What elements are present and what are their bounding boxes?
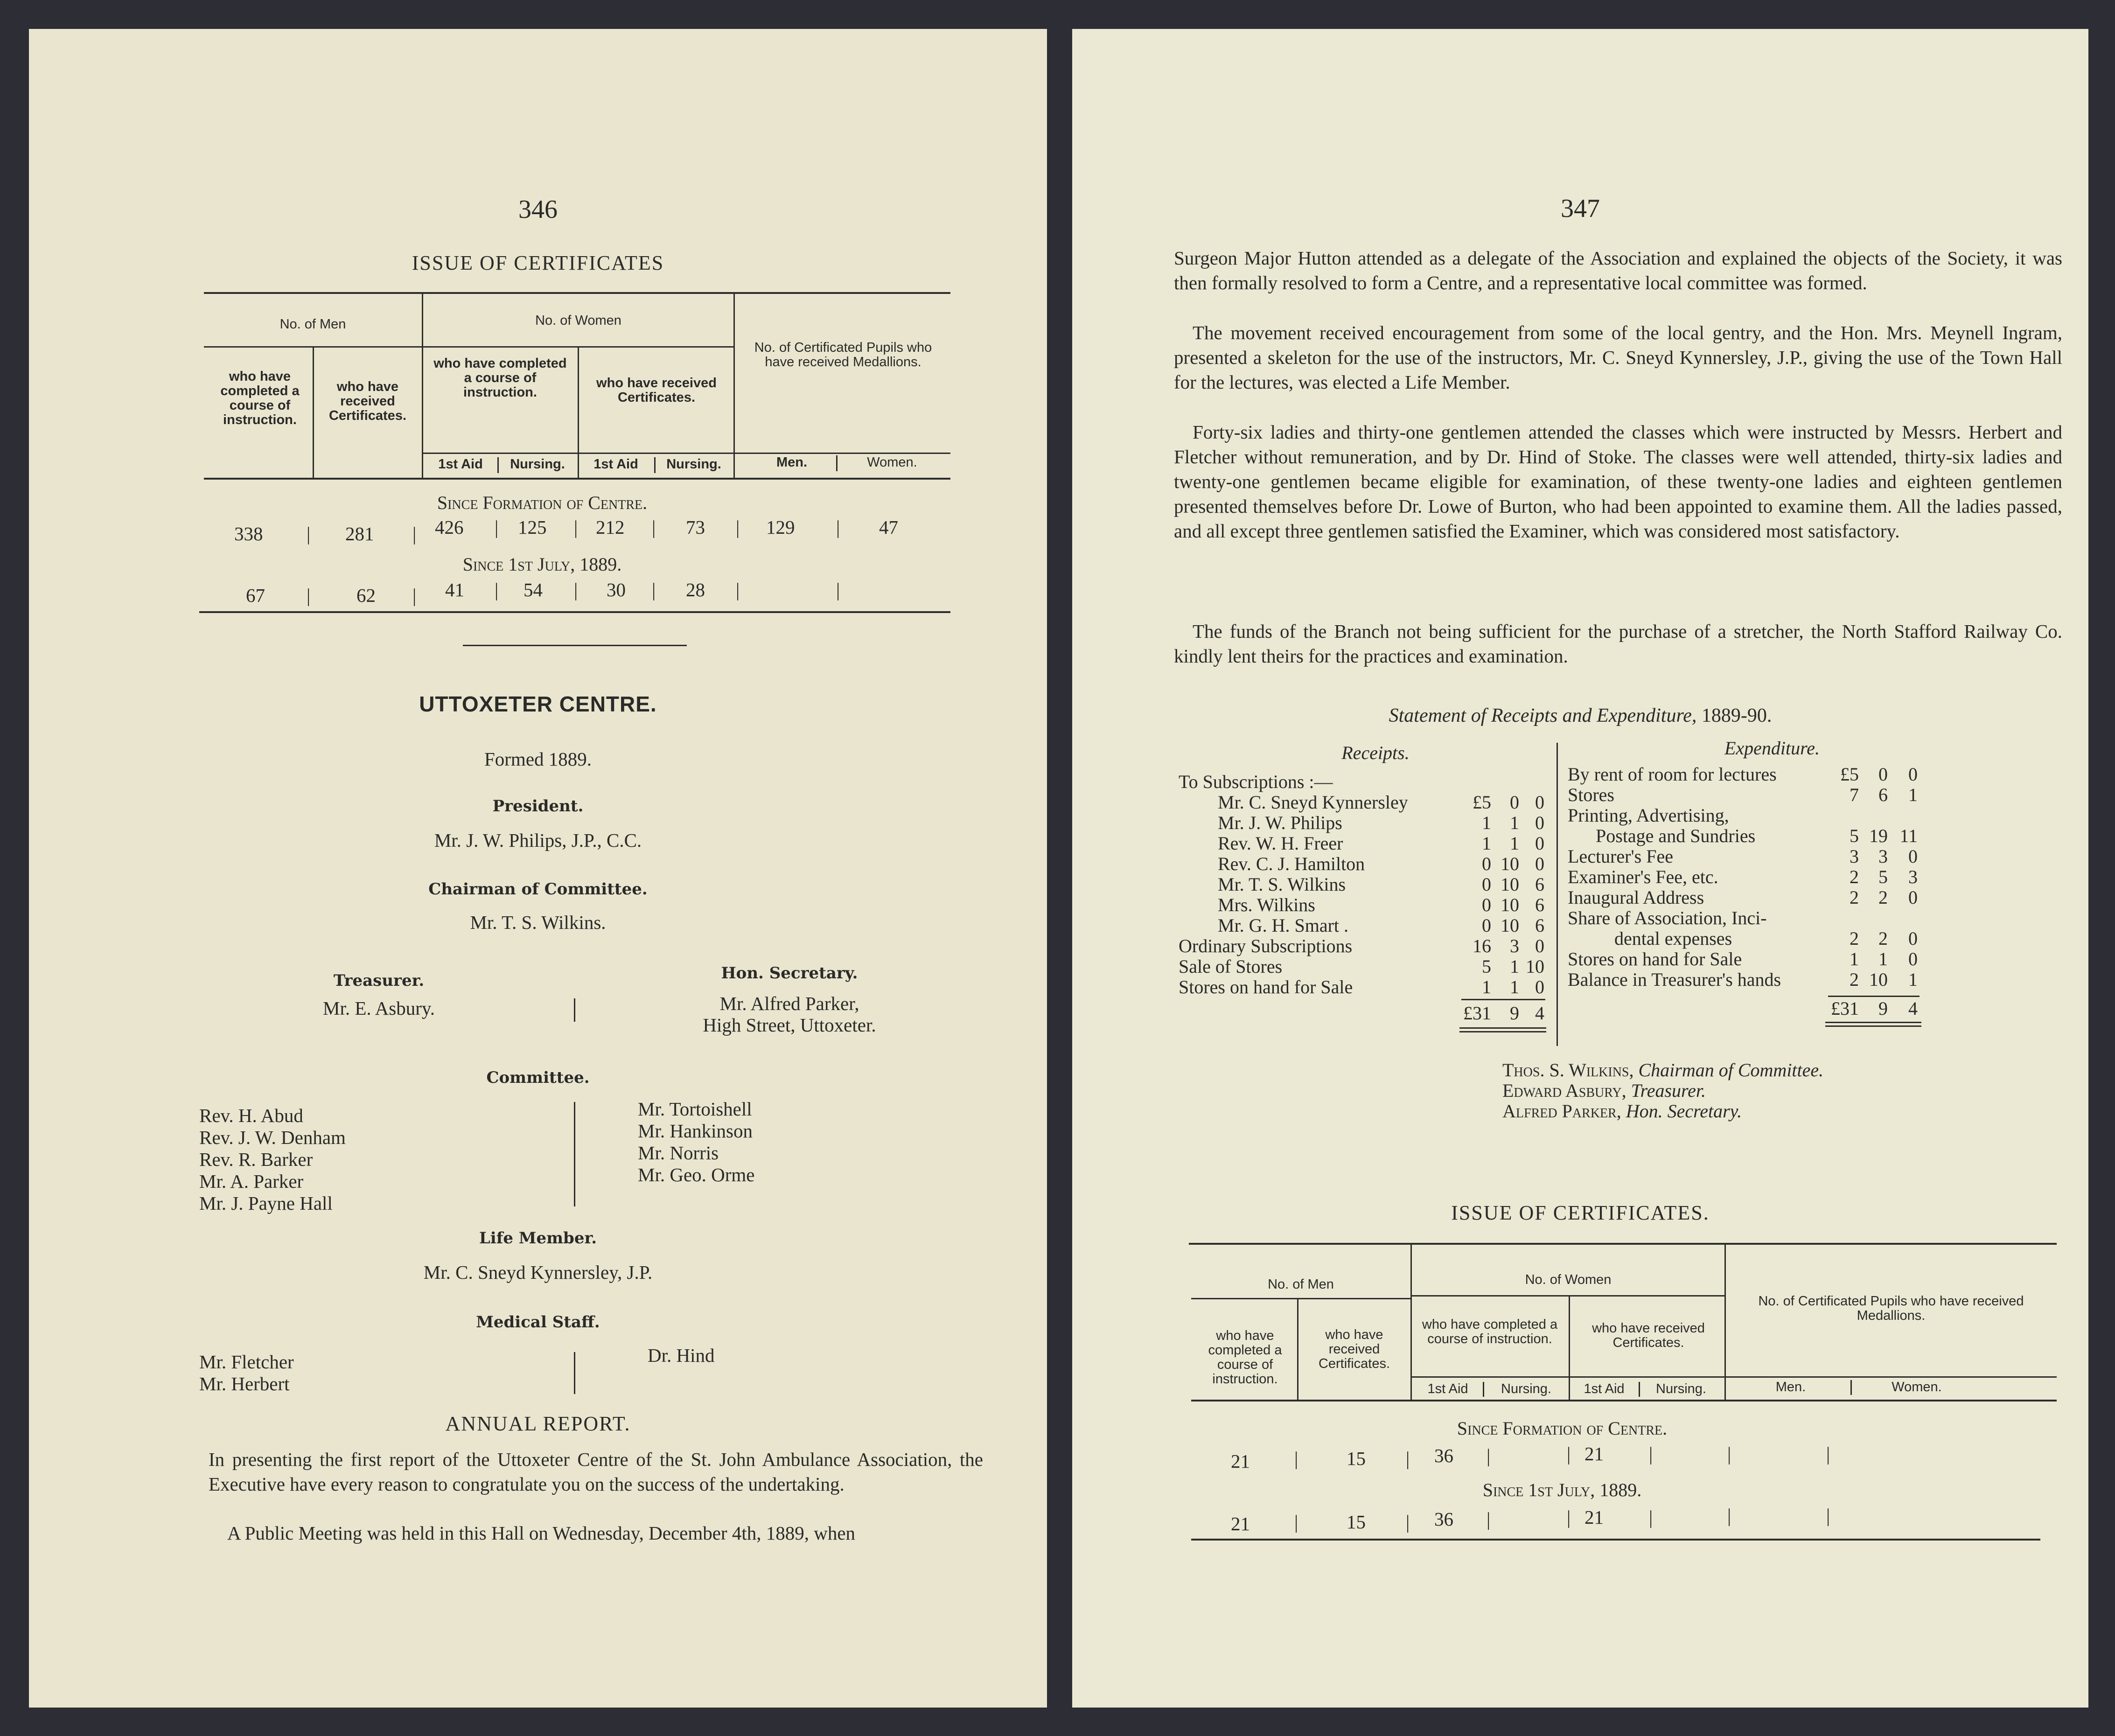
account-item-name: Mr. T. S. Wilkins	[1218, 874, 1346, 895]
sub-divider	[1850, 1380, 1852, 1395]
cell-separator: |	[1487, 1508, 1491, 1530]
account-item-shillings: 1	[1510, 812, 1519, 833]
table-rule	[1412, 1376, 2057, 1378]
cell-separator: |	[736, 516, 740, 538]
account-item-pence: 0	[1908, 948, 1918, 969]
account-item-pence: 1	[1908, 969, 1918, 990]
table-cell: 36	[1434, 1508, 1453, 1530]
account-item-name: Share of Association, Inci-	[1568, 907, 1767, 928]
president-label: President.	[492, 797, 584, 816]
table-cell: 54	[524, 579, 543, 600]
cell-separator: |	[1727, 1505, 1731, 1526]
left-page	[29, 29, 1047, 1708]
secretary-label: Hon. Secretary.	[721, 964, 858, 983]
statement-heading	[1072, 704, 2088, 727]
table-cell: 73	[686, 516, 705, 538]
cell-separator: |	[1826, 1443, 1830, 1464]
cell-separator: |	[1649, 1443, 1653, 1464]
cell-separator: |	[412, 523, 417, 544]
sub-men: Men.	[1775, 1380, 1806, 1394]
account-item-pence: 0	[1908, 887, 1918, 908]
page-number: 346	[518, 195, 558, 224]
committee-label: Committee.	[486, 1068, 590, 1087]
column-divider	[574, 1102, 575, 1206]
account-item-pounds: 1	[1482, 812, 1491, 833]
annual-report-title: ANNUAL REPORT.	[445, 1412, 631, 1435]
sub-divider	[654, 457, 656, 473]
account-item-name: Sale of Stores	[1179, 956, 1283, 977]
cell-separator: |	[1406, 1511, 1410, 1533]
account-item-shillings: 1	[1510, 976, 1519, 997]
men-header: No. of Men	[279, 317, 346, 332]
cell-separator: |	[1487, 1445, 1491, 1466]
table-divider	[1297, 1299, 1298, 1401]
account-item-name: Mr. C. Sneyd Kynnersley	[1218, 792, 1408, 813]
committee-member: Rev. H. Abud	[199, 1105, 303, 1126]
receipts-double-rule	[1459, 1027, 1546, 1029]
page-number: 347	[1561, 194, 1600, 223]
table-rule	[1412, 1295, 1724, 1297]
account-item-pounds: 2	[1850, 969, 1859, 990]
cell-separator: |	[1294, 1448, 1298, 1469]
receipts-double-rule	[1459, 1031, 1546, 1032]
cell-separator: |	[307, 523, 311, 544]
medallions-header: No. of Certificated Pupils who have received Medallions.	[1758, 1294, 2024, 1323]
table-title: ISSUE OF CERTIFICATES	[412, 251, 664, 274]
account-item-name: Stores	[1568, 784, 1614, 805]
account-item-name: Rev. C. J. Hamilton	[1218, 853, 1365, 874]
account-item-shillings: 2	[1878, 887, 1888, 908]
col-women-received: who have received Certificates.	[596, 376, 717, 405]
section-divider	[463, 645, 687, 646]
cell-separator: |	[1406, 1448, 1410, 1469]
col-women-completed: who have completed a course of instruction.	[433, 356, 567, 400]
sub-1st-aid: 1st Aid	[593, 457, 638, 472]
sub-nursing: Nursing.	[1656, 1381, 1706, 1396]
account-item-name: Rev. W. H. Freer	[1218, 833, 1343, 854]
receipts-total-rule	[1461, 999, 1545, 1000]
account-item-name: dental expenses	[1614, 928, 1732, 949]
account-item-name: Lecturer's Fee	[1568, 846, 1673, 867]
committee-member: Mr. A. Parker	[199, 1171, 304, 1192]
account-item-pounds: 5	[1482, 956, 1491, 977]
account-item-pence: 0	[1535, 853, 1544, 874]
account-item-shillings: 3	[1510, 935, 1519, 956]
receipts-total-pence: 4	[1535, 1003, 1544, 1024]
report-paragraph: Forty-six ladies and thirty-one gentlemen attended the classes which were instructed by Messrs. Herbert and Fletcher without remuneration, and by Dr. Hind of Stoke. The classes were well attended, thirty-six ladies and twenty-one gentlemen became eligible for examination, of these twenty-one ladies and eighteen gentlemen presented themselves before Dr. Lowe of Burton, who had been appointed to examine them. All the ladies passed, and all except three gentlemen satisfied the Examiner, which was considered most satisfactory.	[1174, 421, 2062, 542]
account-item-shillings: 10	[1869, 969, 1888, 990]
report-paragraph: The funds of the Branch not being sufficient for the purchase of a stretcher, the North Stafford Railway Co. kindly lent theirs for the practices and examination.	[1174, 620, 2062, 667]
committee-member: Mr. Norris	[638, 1142, 719, 1164]
account-item-shillings: 1	[1878, 948, 1888, 969]
table-cell: 212	[596, 516, 625, 538]
table-divider	[578, 348, 579, 480]
account-item-shillings: 10	[1501, 894, 1519, 915]
section-since-july: Since 1st July, 1889.	[462, 554, 622, 575]
account-item-name: Inaugural Address	[1568, 887, 1704, 908]
account-item-pence: 0	[1908, 764, 1918, 785]
account-item-shillings: 0	[1878, 764, 1888, 785]
account-item-pounds: 7	[1850, 784, 1859, 805]
table-bottom-rule	[199, 611, 950, 613]
committee-left-list	[199, 1105, 346, 1214]
cell-separator: |	[307, 585, 311, 606]
account-item-pounds: £5	[1840, 764, 1859, 785]
account-item-pence: 0	[1908, 846, 1918, 867]
table-cell: 426	[435, 516, 464, 538]
table-cell: 30	[607, 579, 626, 600]
account-item-pounds: 1	[1850, 948, 1859, 969]
committee-member: Mr. J. Payne Hall	[199, 1192, 333, 1214]
report-paragraph: In presenting the first report of the Uttoxeter Centre of the St. John Ambulance Association, the Executive have every reason to congratulate you on the success of the undertaking.	[209, 1449, 983, 1495]
account-item-shillings: 1	[1510, 833, 1519, 854]
sub-1st-aid: 1st Aid	[1427, 1381, 1468, 1396]
cell-separator: |	[652, 579, 656, 600]
account-item-shillings: 6	[1878, 784, 1888, 805]
statement-year: 1889-90.	[1701, 705, 1772, 726]
account-item-pence: 0	[1535, 792, 1544, 813]
medical-staff-member: Mr. Herbert	[199, 1373, 290, 1394]
cell-separator: |	[836, 516, 840, 538]
committee-member: Mr. Tortoishell	[638, 1098, 752, 1120]
secretary-name: Mr. Alfred Parker,	[719, 993, 859, 1014]
account-item-pence: 6	[1535, 874, 1544, 895]
table-cell: 338	[234, 523, 263, 544]
statement-title: Statement of Receipts and Expenditure,	[1389, 705, 1697, 726]
cell-separator: |	[836, 579, 840, 600]
account-item-name: Printing, Advertising,	[1568, 805, 1729, 826]
cell-separator: |	[1826, 1505, 1830, 1526]
signature-role: Treasurer.	[1631, 1080, 1706, 1101]
account-item-pounds: 1	[1482, 833, 1491, 854]
account-item-pounds: 5	[1850, 825, 1859, 846]
table-cell: 21	[1585, 1506, 1604, 1528]
cell-separator: |	[574, 516, 578, 538]
signature-secretary	[1502, 1101, 1742, 1121]
right-page	[1072, 29, 2088, 1708]
account-item-name: Mr. G. H. Smart .	[1218, 915, 1348, 936]
committee-right-list	[638, 1098, 755, 1186]
committee-member: Mr. Hankinson	[638, 1120, 753, 1142]
table-divider	[733, 292, 735, 480]
account-item-pence: 3	[1908, 866, 1918, 887]
table-top-rule	[204, 292, 950, 294]
account-item-pounds: 2	[1850, 928, 1859, 949]
secretary-address: High Street, Uttoxeter.	[703, 1014, 876, 1036]
life-member-label: Life Member.	[479, 1229, 597, 1248]
treasurer-name: Mr. E. Asbury.	[323, 997, 435, 1019]
account-item-shillings: 5	[1878, 866, 1888, 887]
expenditure-double-rule	[1825, 1022, 1921, 1023]
account-item-pence: 11	[1899, 825, 1918, 846]
account-item-pounds: 3	[1850, 846, 1859, 867]
table-rule	[423, 453, 950, 454]
table-divider	[1410, 1243, 1412, 1401]
account-item-name: Balance in Treasurer's hands	[1568, 969, 1781, 990]
chairman-label: Chairman of Committee.	[428, 880, 648, 899]
table-header-rule	[204, 478, 950, 480]
sub-divider	[1639, 1382, 1640, 1397]
account-item-pence: 1	[1908, 784, 1918, 805]
cell-separator: |	[495, 579, 499, 600]
signature-name: Thos. S. Wilkins,	[1502, 1060, 1634, 1081]
account-item-pence: 6	[1535, 894, 1544, 915]
table-top-rule	[1189, 1243, 2057, 1245]
account-item-name: Examiner's Fee, etc.	[1568, 866, 1718, 887]
account-item-pence: 6	[1535, 915, 1544, 936]
statement-divider	[1557, 743, 1558, 1046]
cell-separator: |	[412, 585, 417, 606]
sub-1st-aid: 1st Aid	[438, 457, 483, 472]
account-item-shillings: 19	[1869, 825, 1888, 846]
table-cell: 62	[356, 585, 376, 606]
expenditure-total-shillings: 9	[1878, 998, 1888, 1019]
receipts-total-shillings: 9	[1510, 1003, 1519, 1024]
col-women-received: who have received Certificates.	[1592, 1321, 1705, 1350]
account-item-shillings: 2	[1878, 928, 1888, 949]
table-divider	[1569, 1297, 1570, 1401]
sub-divider	[836, 455, 838, 471]
centre-title: UTTOXETER CENTRE.	[419, 692, 657, 716]
account-item-pounds: 0	[1482, 894, 1491, 915]
account-item-name: Mr. J. W. Philips	[1218, 812, 1342, 833]
account-item-pence: 0	[1535, 812, 1544, 833]
table-cell: 28	[686, 579, 705, 600]
receipts-total-pounds: £31	[1463, 1003, 1491, 1024]
table-header-rule	[1191, 1400, 2057, 1401]
account-item-shillings: 1	[1510, 956, 1519, 977]
section-since-formation: Since Formation of Centre.	[437, 492, 648, 513]
account-item-shillings: 10	[1501, 874, 1519, 895]
medallions-header: No. of Certificated Pupils who have received Medallions.	[754, 340, 932, 370]
table-cell: 281	[345, 523, 374, 544]
account-item-pounds: 1	[1482, 976, 1491, 997]
col-completed: who have completed a course of instruction.	[1208, 1328, 1282, 1387]
women-header: No. of Women	[1525, 1272, 1612, 1287]
section-since-july: Since 1st July, 1889.	[1482, 1479, 1642, 1500]
signature-name: Edward Asbury,	[1502, 1080, 1626, 1101]
table-cell: 36	[1434, 1445, 1453, 1466]
sub-men: Men.	[776, 455, 808, 470]
receipts-label: Receipts.	[1341, 742, 1410, 763]
table-cell: 129	[766, 516, 795, 538]
account-item-name: Postage and Sundries	[1596, 825, 1756, 846]
account-item-pence: 0	[1535, 833, 1544, 854]
cell-separator: |	[574, 579, 578, 600]
account-item-pence: 10	[1526, 956, 1544, 977]
report-paragraph: A Public Meeting was held in this Hall on Wednesday, December 4th, 1889, when	[227, 1522, 856, 1544]
table-cell: 125	[518, 516, 547, 538]
cell-separator: |	[1567, 1443, 1571, 1464]
medical-staff-left	[199, 1351, 294, 1395]
medical-staff-member: Mr. Fletcher	[199, 1351, 294, 1373]
cell-separator: |	[495, 516, 499, 538]
men-header: No. of Men	[1268, 1277, 1334, 1292]
sub-nursing: Nursing.	[1501, 1381, 1551, 1396]
account-item-shillings: 3	[1878, 846, 1888, 867]
section-since-formation: Since Formation of Centre.	[1457, 1418, 1668, 1439]
signature-role: Chairman of Committee.	[1638, 1060, 1824, 1081]
account-item-name: Stores on hand for Sale	[1568, 948, 1742, 969]
report-paragraph: The movement received encouragement from some of the local gentry, and the Hon. Mrs. Meynell Ingram, presented a skeleton for the use of the instructors, Mr. C. Sneyd Kynnersley, J.P., giving the use of the Town Hall for the lectures, was elected a Life Member.	[1174, 322, 2062, 393]
account-item-name: Stores on hand for Sale	[1179, 976, 1353, 997]
account-item-name: Ordinary Subscriptions	[1179, 935, 1353, 956]
account-item-pounds: 2	[1850, 887, 1859, 908]
column-divider	[574, 1352, 575, 1394]
sub-nursing: Nursing.	[510, 457, 565, 472]
sub-1st-aid: 1st Aid	[1584, 1381, 1625, 1396]
expenditure-total-rule	[1828, 996, 1920, 997]
account-item-pounds: 0	[1482, 853, 1491, 874]
col-women-completed: who have completed a course of instruction.	[1422, 1317, 1558, 1346]
expenditure-total-pence: 4	[1908, 998, 1918, 1019]
sub-women: Women.	[867, 455, 917, 470]
signature-treasurer	[1502, 1081, 1706, 1101]
report-paragraph: Surgeon Major Hutton attended as a delegate of the Association and explained the objects of the Society, it was then formally resolved to form a Centre, and a representative local committee was formed.	[1174, 247, 2062, 293]
cell-separator: |	[652, 516, 656, 538]
cell-separator: |	[1649, 1506, 1653, 1528]
cell-separator: |	[736, 579, 740, 600]
sub-women: Women.	[1892, 1380, 1942, 1394]
account-item-name: By rent of room for lectures	[1568, 764, 1777, 785]
life-member-name: Mr. C. Sneyd Kynnersley, J.P.	[423, 1262, 653, 1283]
account-item-pounds: 16	[1473, 935, 1491, 956]
to-subscriptions: To Subscriptions :—	[1179, 771, 1333, 792]
account-item-pence: 0	[1535, 976, 1544, 997]
table-divider	[1724, 1243, 1726, 1401]
account-item-shillings: 10	[1501, 915, 1519, 936]
committee-member: Mr. Geo. Orme	[638, 1164, 755, 1185]
account-item-pounds: 0	[1482, 874, 1491, 895]
cell-separator: |	[1727, 1443, 1731, 1464]
account-item-pounds: 2	[1850, 866, 1859, 887]
table-cell: 15	[1347, 1511, 1366, 1533]
table-divider	[313, 348, 314, 480]
sub-divider	[1483, 1382, 1484, 1397]
table-bottom-rule	[1191, 1539, 2040, 1541]
table-title: ISSUE OF CERTIFICATES.	[1451, 1201, 1710, 1224]
committee-member: Rev. R. Barker	[199, 1149, 313, 1170]
col-received: who have received Certificates.	[328, 379, 406, 423]
account-item-shillings: 0	[1510, 792, 1519, 813]
signature-name: Alfred Parker,	[1502, 1101, 1621, 1122]
treasurer-label: Treasurer.	[333, 971, 425, 990]
formed-year: Formed 1889.	[484, 748, 592, 770]
account-item-pence: 0	[1908, 928, 1918, 949]
table-cell: 21	[1585, 1443, 1604, 1464]
account-item-shillings: 10	[1501, 853, 1519, 874]
chairman-name: Mr. T. S. Wilkins.	[470, 912, 606, 933]
president-name: Mr. J. W. Philips, J.P., C.C.	[434, 830, 642, 851]
table-cell: 15	[1347, 1448, 1366, 1469]
table-cell: 21	[1231, 1513, 1250, 1534]
table-cell: 67	[246, 585, 265, 606]
account-item-name: Mrs. Wilkins	[1218, 894, 1315, 915]
expenditure-double-rule	[1825, 1025, 1921, 1027]
women-header: No. of Women	[535, 313, 621, 328]
signature-role: Hon. Secretary.	[1626, 1101, 1742, 1122]
medical-staff-right: Dr. Hind	[648, 1345, 715, 1366]
signature-chairman	[1502, 1060, 1823, 1080]
account-item-pounds: £5	[1473, 792, 1491, 813]
cell-separator: |	[1294, 1511, 1298, 1533]
col-received: who have received Certificates.	[1318, 1327, 1390, 1371]
table-rule	[1191, 1298, 1410, 1299]
committee-member: Rev. J. W. Denham	[199, 1127, 346, 1148]
col-completed: who have completed a course of instruction.	[220, 369, 300, 427]
expenditure-label: Expenditure.	[1724, 738, 1820, 759]
medical-staff-label: Medical Staff.	[476, 1313, 600, 1332]
table-cell: 47	[879, 516, 898, 538]
account-item-pence: 0	[1535, 935, 1544, 956]
expenditure-total-pounds: £31	[1831, 998, 1859, 1019]
account-item-pounds: 0	[1482, 915, 1491, 936]
table-cell: 41	[445, 579, 464, 600]
cell-separator: |	[1567, 1506, 1571, 1528]
sub-nursing: Nursing.	[666, 457, 721, 472]
sub-divider	[497, 457, 499, 473]
column-divider	[574, 998, 575, 1022]
table-cell: 21	[1231, 1450, 1250, 1472]
